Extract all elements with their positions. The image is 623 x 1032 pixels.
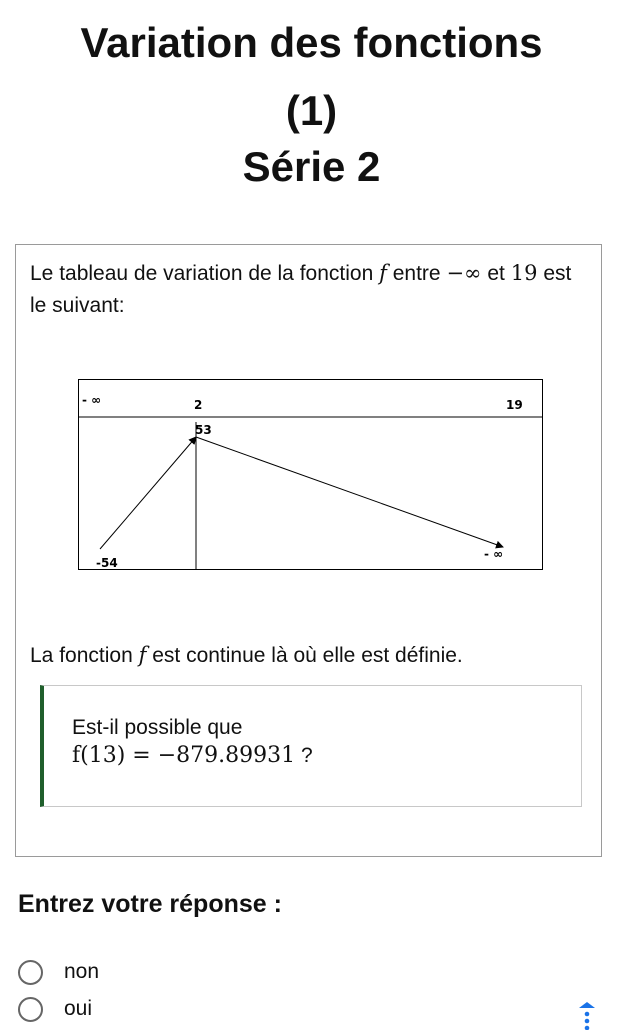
question-box (40, 685, 582, 807)
question-equation: f(13) = −879.89931 (72, 743, 296, 768)
question-mark: ? (300, 744, 313, 767)
continuity-text (30, 640, 463, 671)
page-title: Variation des fonctions (80, 19, 543, 66)
function-symbol: f (138, 643, 147, 667)
scroll-indicator-icon[interactable] (577, 1000, 597, 1030)
intro-text (30, 257, 590, 322)
radio-non[interactable] (18, 960, 43, 985)
minus-infinity: −∞ (446, 261, 482, 285)
continuity-text-part: est continue là où elle est définie. (152, 644, 463, 667)
radio-oui[interactable] (18, 997, 43, 1022)
x-label-end: 19 (506, 398, 523, 412)
continuity-text-part: La fonction (30, 644, 133, 667)
intro-text-part: entre (392, 262, 441, 285)
option-non-label[interactable]: non (64, 960, 100, 983)
y-label-max: 53 (195, 423, 212, 437)
bound-value: 19 (510, 261, 538, 285)
intro-text-part: Le tableau de variation de la fonction (30, 262, 374, 285)
y-label-end: - ∞ (484, 547, 504, 561)
intro-text-part: et (487, 262, 505, 285)
page-subtitle: Série 2 (242, 143, 381, 190)
table-frame (79, 380, 543, 570)
intro-text-part: est le suivant: (30, 262, 572, 317)
y-label-start: -54 (96, 556, 118, 570)
question-line: Est-il possible que (72, 716, 243, 739)
exercise-card (15, 244, 602, 857)
variation-table (78, 379, 543, 571)
x-label-mid: 2 (194, 398, 203, 412)
answer-prompt: Entrez votre réponse : (18, 890, 282, 918)
question-text (72, 714, 313, 770)
function-symbol: f (379, 261, 387, 285)
x-label-start: - ∞ (82, 393, 102, 407)
option-oui-label[interactable]: oui (64, 997, 93, 1020)
option-non[interactable] (18, 957, 99, 987)
page-title-number: (1) (285, 87, 338, 134)
option-oui[interactable] (18, 994, 92, 1024)
